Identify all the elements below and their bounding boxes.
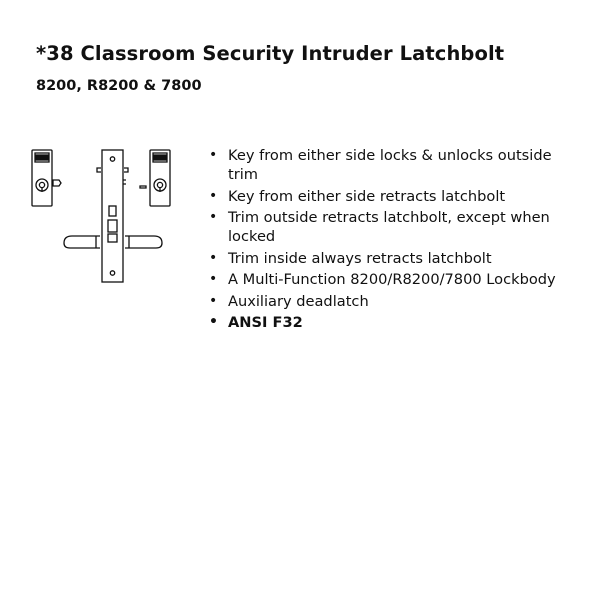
feature-item xyxy=(206,292,586,311)
feature-text: Key from either side locks & unlocks outside trim xyxy=(228,147,552,183)
inside-lever-icon xyxy=(125,236,162,248)
mortise-lock-function-diagram-icon xyxy=(28,140,208,290)
lockbody-icon xyxy=(97,150,128,282)
feature-text: Key from either side retracts latchbolt xyxy=(228,187,506,205)
page-title: *38 Classroom Security Intruder Latchbolt xyxy=(36,42,505,65)
feature-item xyxy=(206,146,586,184)
bullet-icon: • xyxy=(209,271,218,287)
feature-list xyxy=(206,146,586,335)
feature-item xyxy=(206,270,586,289)
feature-text: Auxiliary deadlatch xyxy=(228,292,369,310)
feature-item xyxy=(206,208,586,246)
feature-item xyxy=(206,187,586,206)
feature-item xyxy=(206,249,586,268)
feature-item-ansi xyxy=(206,313,586,332)
model-numbers: 8200, R8200 & 7800 xyxy=(36,78,202,94)
feature-text: A Multi-Function 8200/R8200/7800 Lockbody xyxy=(228,271,556,288)
bullet-icon: • xyxy=(209,209,218,225)
bullet-icon: • xyxy=(209,292,218,309)
lock-function-diagram xyxy=(28,140,208,290)
bullet-icon: • xyxy=(209,187,218,204)
outside-cylinder-icon xyxy=(32,150,52,206)
inside-cylinder-icon xyxy=(150,150,170,206)
feature-text: Trim inside always retracts latchbolt xyxy=(228,249,492,267)
bullet-icon: • xyxy=(209,249,218,266)
feature-text: Trim outside retracts latchbolt, except when locked xyxy=(228,209,550,245)
feature-text: ANSI F32 xyxy=(228,314,303,331)
outside-lever-icon xyxy=(64,236,100,248)
bullet-icon: • xyxy=(209,147,218,163)
bullet-icon: • xyxy=(209,314,218,330)
